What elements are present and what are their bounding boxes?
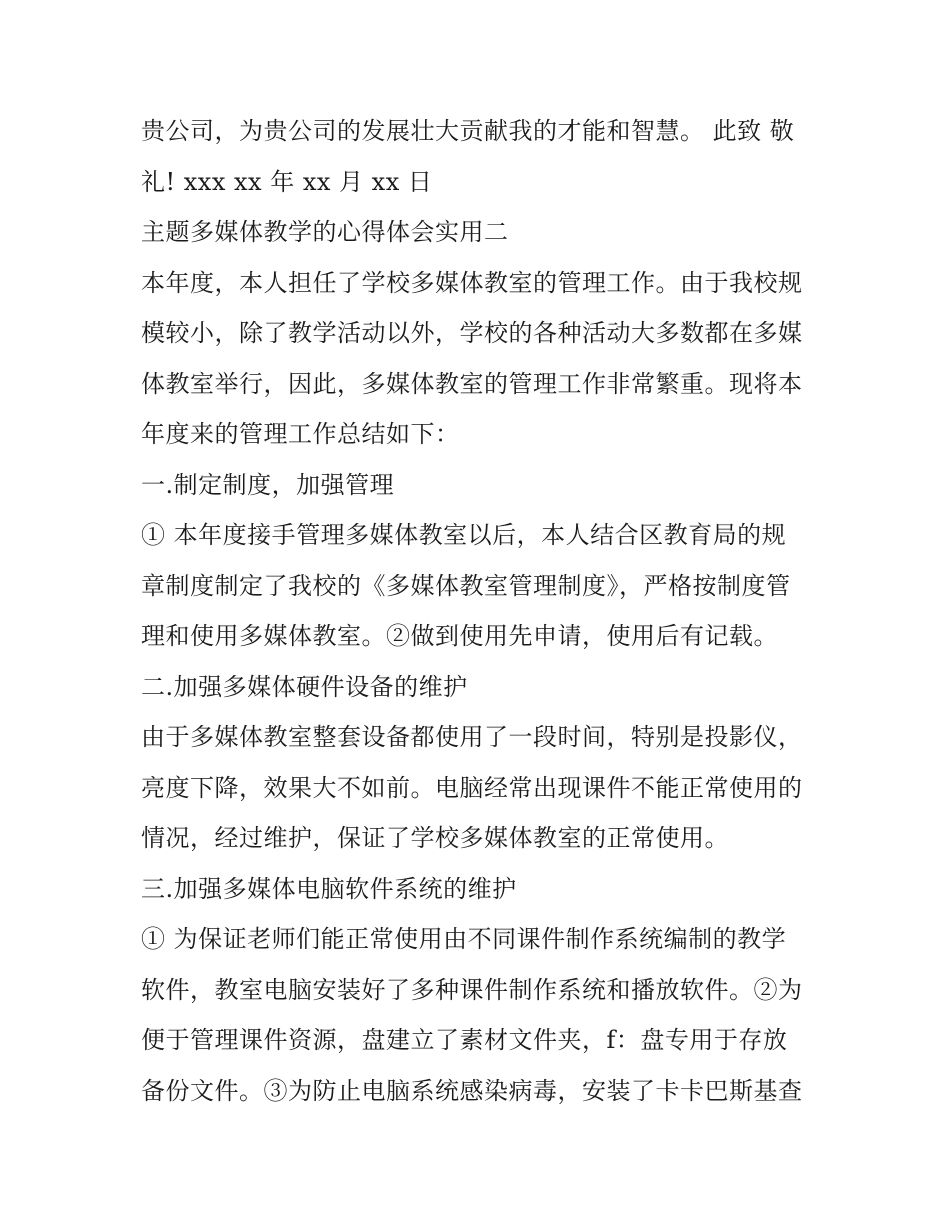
paragraph-line: 软件，教室电脑安装好了多种课件制作系统和播放软件。②为 — [141, 975, 803, 1004]
section-title: 主题多媒体教学的心得体会实用二 — [141, 218, 509, 246]
paragraph-line: 章制度制定了我校的《多媒体教室管理制度》，严格按制度管 — [141, 571, 791, 600]
paragraph-line: 年度来的管理工作总结如下： — [141, 420, 460, 448]
section-heading-two: 二.加强多媒体硬件设备的维护 — [141, 672, 468, 701]
paragraph-line: 体教室举行，因此，多媒体教室的管理工作非常繁重。现将本 — [141, 369, 803, 398]
paragraph-line: 亮度下降，效果大不如前。电脑经常出现课件不能正常使用的 — [141, 773, 803, 802]
document-body — [141, 106, 821, 1116]
paragraph-line: 备份文件。③为防止电脑系统感染病毒，安装了卡卡巴斯基查 — [141, 1076, 803, 1105]
paragraph-line: 本年度，本人担任了学校多媒体教室的管理工作。由于我校规 — [141, 268, 803, 297]
paragraph-line: ① 为保证老师们能正常使用由不同课件制作系统编制的教学 — [141, 925, 787, 953]
paragraph-line: 理和使用多媒体教室。②做到使用先申请，使用后有记载。 — [141, 622, 778, 650]
paragraph-line: ① 本年度接手管理多媒体教室以后，本人结合区教育局的规 — [141, 521, 787, 549]
paragraph-line: 模较小，除了教学活动以外，学校的各种活动大多数都在多媒 — [141, 319, 803, 347]
paragraph-line: 由于多媒体教室整套设备都使用了一段时间，特别是投影仪， — [141, 723, 803, 751]
section-heading-three: 三.加强多媒体电脑软件系统的维护 — [141, 874, 517, 903]
paragraph-line: 便于管理课件资源，盘建立了素材文件夹，f：盘专用于存放 — [141, 1026, 788, 1054]
section-heading-one: 一.制定制度，加强管理 — [141, 470, 395, 499]
paragraph-line: 情况，经过维护，保证了学校多媒体教室的正常使用。 — [141, 824, 729, 852]
text-line-signature-date: 礼! xxx xx 年 xx 月 xx 日 — [141, 167, 433, 196]
text-line-closing: 贵公司，为贵公司的发展壮大贡献我的才能和智慧。 此致 敬 — [141, 117, 795, 145]
